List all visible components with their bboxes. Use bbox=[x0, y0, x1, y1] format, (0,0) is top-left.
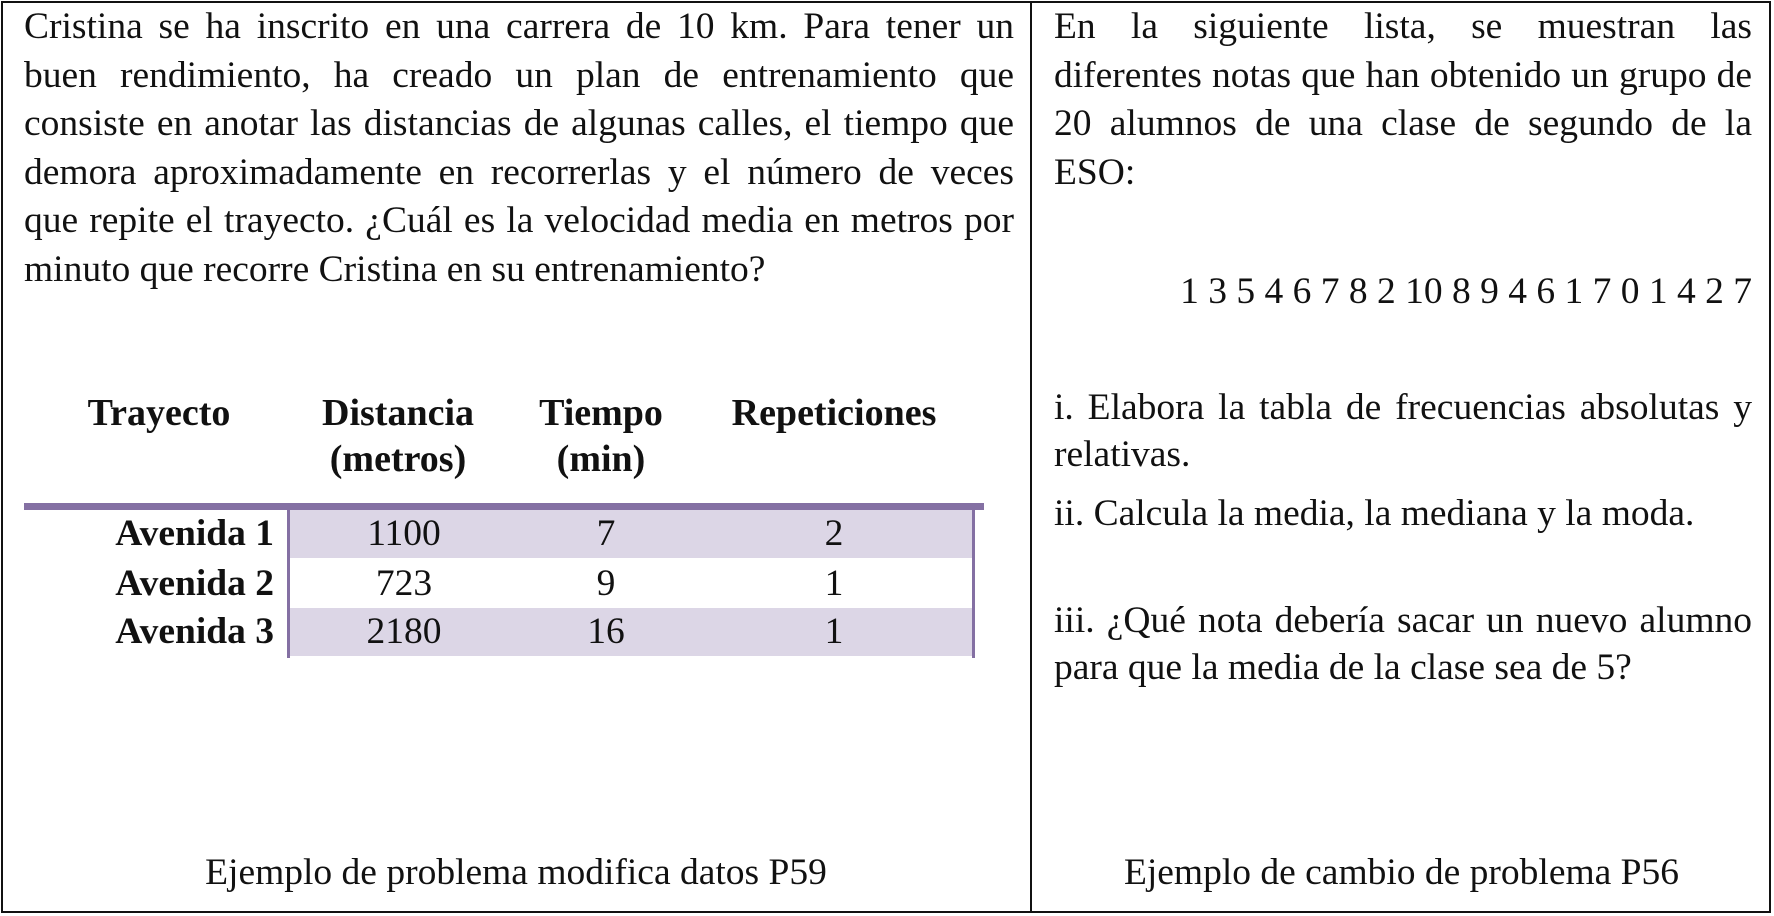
table-left-border bbox=[287, 510, 290, 658]
question-item-2: ii. Calcula la media, la mediana y la moda. bbox=[1054, 493, 1695, 534]
header-distancia-line2: (metros) bbox=[329, 438, 467, 480]
column-divider bbox=[1030, 1, 1032, 913]
table-right-border bbox=[972, 510, 975, 658]
table-row bbox=[24, 510, 972, 558]
header-distancia-line1: Distancia bbox=[322, 392, 474, 434]
cell-repeticiones: 1 bbox=[824, 611, 844, 652]
header-tiempo-line2: (min) bbox=[556, 438, 646, 480]
cell-distancia: 1100 bbox=[367, 513, 441, 554]
question-item-3: iii. ¿Qué nota debería sacar un nuevo alumno para que la media de la clase sea de 5? bbox=[1054, 600, 1752, 688]
header-tiempo bbox=[516, 390, 686, 482]
table-row bbox=[24, 560, 972, 608]
cell-distancia: 2180 bbox=[366, 611, 442, 652]
intro-text: En la siguiente lista, se muestran las diferentes notas que han obtenido un grupo de 20 alumnos de una clase de segundo de la ESO: bbox=[1054, 6, 1752, 193]
question-item-1: i. Elabora la tabla de frecuencias absolutas y relativas. bbox=[1054, 387, 1752, 475]
cell-tiempo: 16 bbox=[587, 611, 625, 652]
cell-repeticiones: 1 bbox=[824, 563, 844, 604]
table-row bbox=[24, 608, 972, 656]
cell-trayecto: Avenida 1 bbox=[115, 513, 274, 554]
problem-text: Cristina se ha inscrito en una carrera de 10 km. Para tener un buen rendimiento, ha creado un plan de entrenamiento que consiste en anotar las distancias de algunas calles, el tiempo que demora aproximadamente en recorrerlas y el número de veces que repite el trayecto. ¿Cuál es la velocidad media en metros por minuto que recorre Cristina en su entrenamiento? bbox=[24, 6, 1014, 290]
cell-trayecto: Avenida 3 bbox=[115, 611, 274, 652]
left-caption: Ejemplo de problema modifica datos P59 bbox=[205, 852, 827, 893]
cell-tiempo: 7 bbox=[596, 513, 616, 554]
right-caption: Ejemplo de cambio de problema P56 bbox=[1123, 852, 1680, 893]
table-header-rule bbox=[24, 503, 984, 510]
grades-list: 1 3 5 4 6 7 8 2 10 8 9 4 6 1 7 0 1 4 2 7 bbox=[1180, 271, 1752, 312]
header-repeticiones: Repeticiones bbox=[731, 392, 937, 434]
cell-tiempo: 9 bbox=[596, 563, 616, 604]
header-distancia bbox=[290, 390, 506, 482]
cell-trayecto: Avenida 2 bbox=[115, 563, 274, 604]
header-trayecto: Trayecto bbox=[87, 392, 231, 434]
header-tiempo-line1: Tiempo bbox=[539, 392, 663, 434]
cell-repeticiones: 2 bbox=[824, 513, 844, 554]
cell-distancia: 723 bbox=[375, 563, 433, 604]
